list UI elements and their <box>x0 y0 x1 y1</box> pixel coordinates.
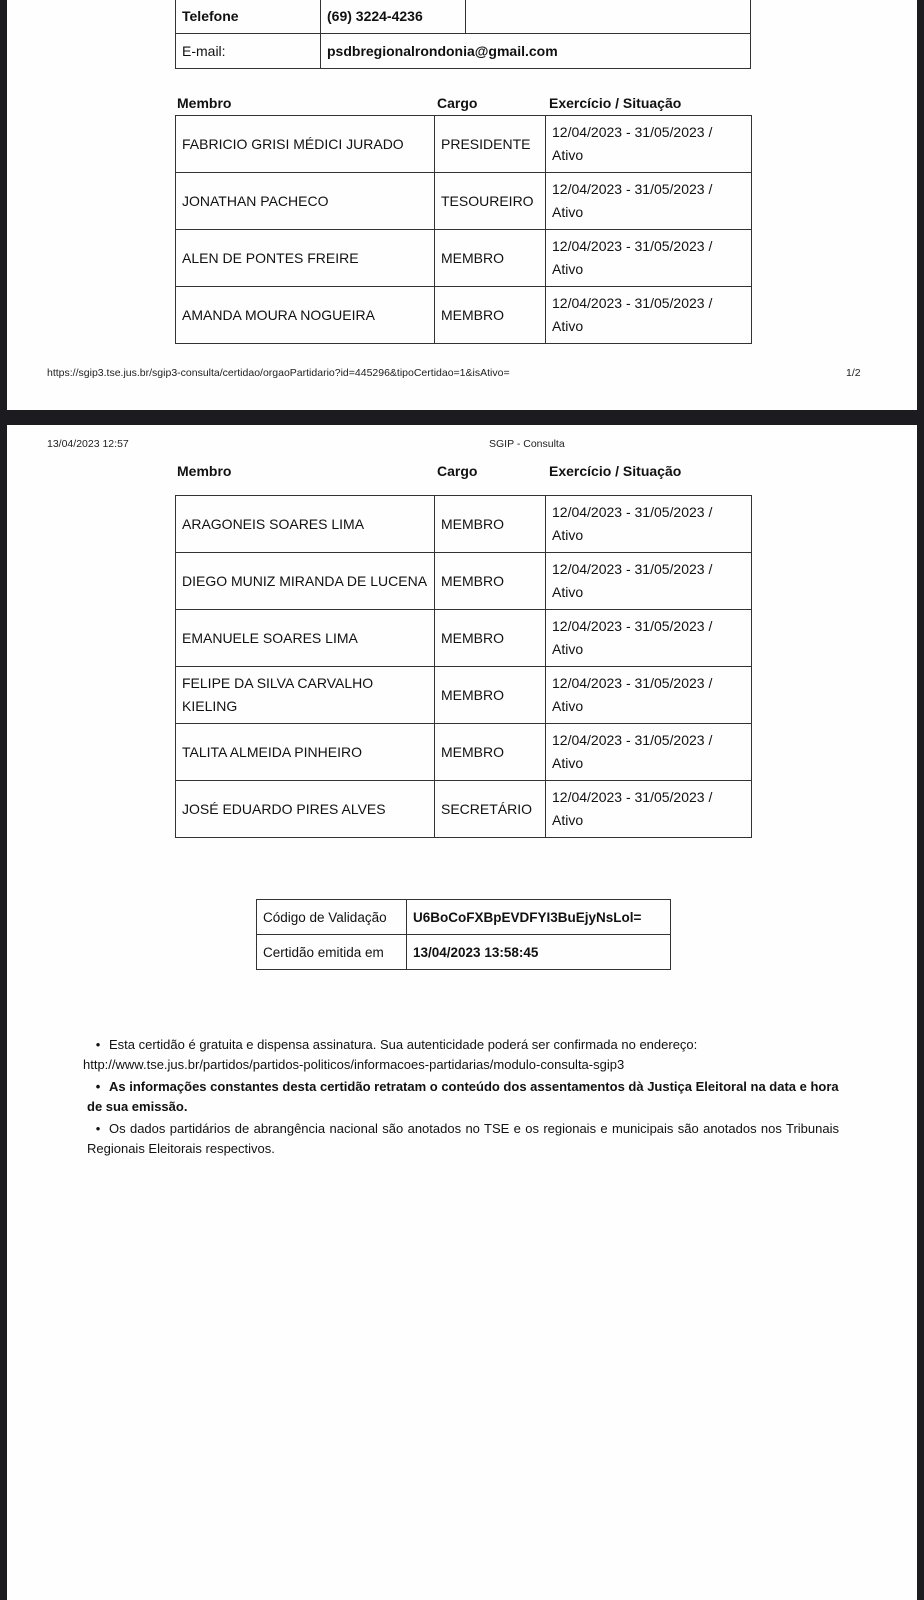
validation-code-value: U6BoCoFXBpEVDFYI3BuEjyNsLol= <box>407 900 671 935</box>
term-status: Ativo <box>552 584 584 600</box>
members-table-header <box>175 95 751 113</box>
page-number: 1/2 <box>846 367 861 379</box>
table-row <box>176 667 752 724</box>
issued-row <box>257 935 671 970</box>
member-name: AMANDA MOURA NOGUEIRA <box>176 287 435 344</box>
table-row <box>176 724 752 781</box>
print-title: SGIP - Consulta <box>489 438 565 450</box>
term-status: Ativo <box>552 318 584 334</box>
header-exercicio: Exercício / Situação <box>549 95 682 111</box>
certificate-notes <box>83 1035 839 1159</box>
note-1-text: Esta certidão é gratuita e dispensa assinatura. Sua autenticidade poderá ser confirmada no endereço: <box>109 1037 698 1052</box>
member-role: PRESIDENTE <box>435 116 546 173</box>
table-row <box>176 173 752 230</box>
note-2 <box>83 1077 839 1117</box>
table-row <box>176 116 752 173</box>
phone-empty-cell <box>466 0 751 34</box>
member-term <box>546 610 752 667</box>
member-role: MEMBRO <box>435 496 546 553</box>
member-name: FELIPE DA SILVA CARVALHO KIELING <box>176 667 435 724</box>
member-name: FABRICIO GRISI MÉDICI JURADO <box>176 116 435 173</box>
member-role: MEMBRO <box>435 553 546 610</box>
term-status: Ativo <box>552 261 584 277</box>
member-term <box>546 116 752 173</box>
member-term <box>546 173 752 230</box>
term-dates: 12/04/2023 - 31/05/2023 / <box>552 789 713 805</box>
table-row <box>176 496 752 553</box>
header-cargo: Cargo <box>437 463 478 479</box>
table-row <box>176 287 752 344</box>
member-name: ALEN DE PONTES FREIRE <box>176 230 435 287</box>
document-page-2 <box>7 425 917 1600</box>
member-term <box>546 287 752 344</box>
member-name: DIEGO MUNIZ MIRANDA DE LUCENA <box>176 553 435 610</box>
contact-table <box>175 0 751 69</box>
term-dates: 12/04/2023 - 31/05/2023 / <box>552 181 713 197</box>
member-term <box>546 553 752 610</box>
email-label: E-mail: <box>176 34 321 69</box>
member-role: MEMBRO <box>435 230 546 287</box>
note-2-text: As informações constantes desta certidão retratam o conteúdo dos assentamentos dà Justiça Eleitoral na data e hora de sua emissão. <box>87 1079 839 1114</box>
term-dates: 12/04/2023 - 31/05/2023 / <box>552 561 713 577</box>
term-status: Ativo <box>552 641 584 657</box>
member-role: MEMBRO <box>435 667 546 724</box>
note-1-link[interactable]: http://www.tse.jus.br/partidos/partidos-politicos/informacoes-partidarias/modulo-consulta-sgip3 <box>83 1057 625 1072</box>
validation-code-label: Código de Validação <box>257 900 407 935</box>
email-row <box>176 34 751 69</box>
member-role: MEMBRO <box>435 610 546 667</box>
phone-label: Telefone <box>176 0 321 34</box>
term-dates: 12/04/2023 - 31/05/2023 / <box>552 504 713 520</box>
member-name: JOSÉ EDUARDO PIRES ALVES <box>176 781 435 838</box>
member-role: MEMBRO <box>435 287 546 344</box>
members-table-header <box>175 463 751 481</box>
term-dates: 12/04/2023 - 31/05/2023 / <box>552 675 713 691</box>
term-status: Ativo <box>552 755 584 771</box>
term-dates: 12/04/2023 - 31/05/2023 / <box>552 295 713 311</box>
term-status: Ativo <box>552 527 584 543</box>
table-row <box>176 230 752 287</box>
table-row <box>176 781 752 838</box>
header-membro: Membro <box>177 463 232 479</box>
term-status: Ativo <box>552 147 584 163</box>
member-name: JONATHAN PACHECO <box>176 173 435 230</box>
document-page-1 <box>7 0 917 410</box>
issued-value: 13/04/2023 13:58:45 <box>407 935 671 970</box>
member-term <box>546 781 752 838</box>
validation-table <box>256 899 671 970</box>
bullet-icon: • <box>95 1037 101 1052</box>
print-datetime: 13/04/2023 12:57 <box>47 438 129 450</box>
term-dates: 12/04/2023 - 31/05/2023 / <box>552 732 713 748</box>
bullet-icon: • <box>95 1079 101 1094</box>
issued-label: Certidão emitida em <box>257 935 407 970</box>
term-dates: 12/04/2023 - 31/05/2023 / <box>552 124 713 140</box>
table-row <box>176 610 752 667</box>
member-term <box>546 230 752 287</box>
term-dates: 12/04/2023 - 31/05/2023 / <box>552 238 713 254</box>
bullet-icon: • <box>95 1121 101 1136</box>
email-value: psdbregionalrondonia@gmail.com <box>321 34 751 69</box>
note-1 <box>83 1035 839 1055</box>
member-name: TALITA ALMEIDA PINHEIRO <box>176 724 435 781</box>
table-row <box>176 553 752 610</box>
member-term <box>546 496 752 553</box>
page-footer-url: https://sgip3.tse.jus.br/sgip3-consulta/certidao/orgaoPartidario?id=445296&tipoCertidao=1&isAtivo= <box>47 367 510 379</box>
header-cargo: Cargo <box>437 95 478 111</box>
header-exercicio: Exercício / Situação <box>549 463 682 479</box>
member-name: EMANUELE SOARES LIMA <box>176 610 435 667</box>
member-term <box>546 724 752 781</box>
term-dates: 12/04/2023 - 31/05/2023 / <box>552 618 713 634</box>
term-status: Ativo <box>552 204 584 220</box>
members-table <box>175 495 752 838</box>
member-role: MEMBRO <box>435 724 546 781</box>
term-status: Ativo <box>552 812 584 828</box>
member-term <box>546 667 752 724</box>
member-role: TESOUREIRO <box>435 173 546 230</box>
header-membro: Membro <box>177 95 232 111</box>
term-status: Ativo <box>552 698 584 714</box>
note-3 <box>83 1119 839 1159</box>
phone-value: (69) 3224-4236 <box>321 0 466 34</box>
validation-code-row <box>257 900 671 935</box>
members-table <box>175 115 752 344</box>
member-role: SECRETÁRIO <box>435 781 546 838</box>
phone-row <box>176 0 751 34</box>
note-3-text: Os dados partidários de abrangência nacional são anotados no TSE e os regionais e municipais são anotados nos Tribunais Regionais Eleitorais respectivos. <box>87 1121 839 1156</box>
member-name: ARAGONEIS SOARES LIMA <box>176 496 435 553</box>
